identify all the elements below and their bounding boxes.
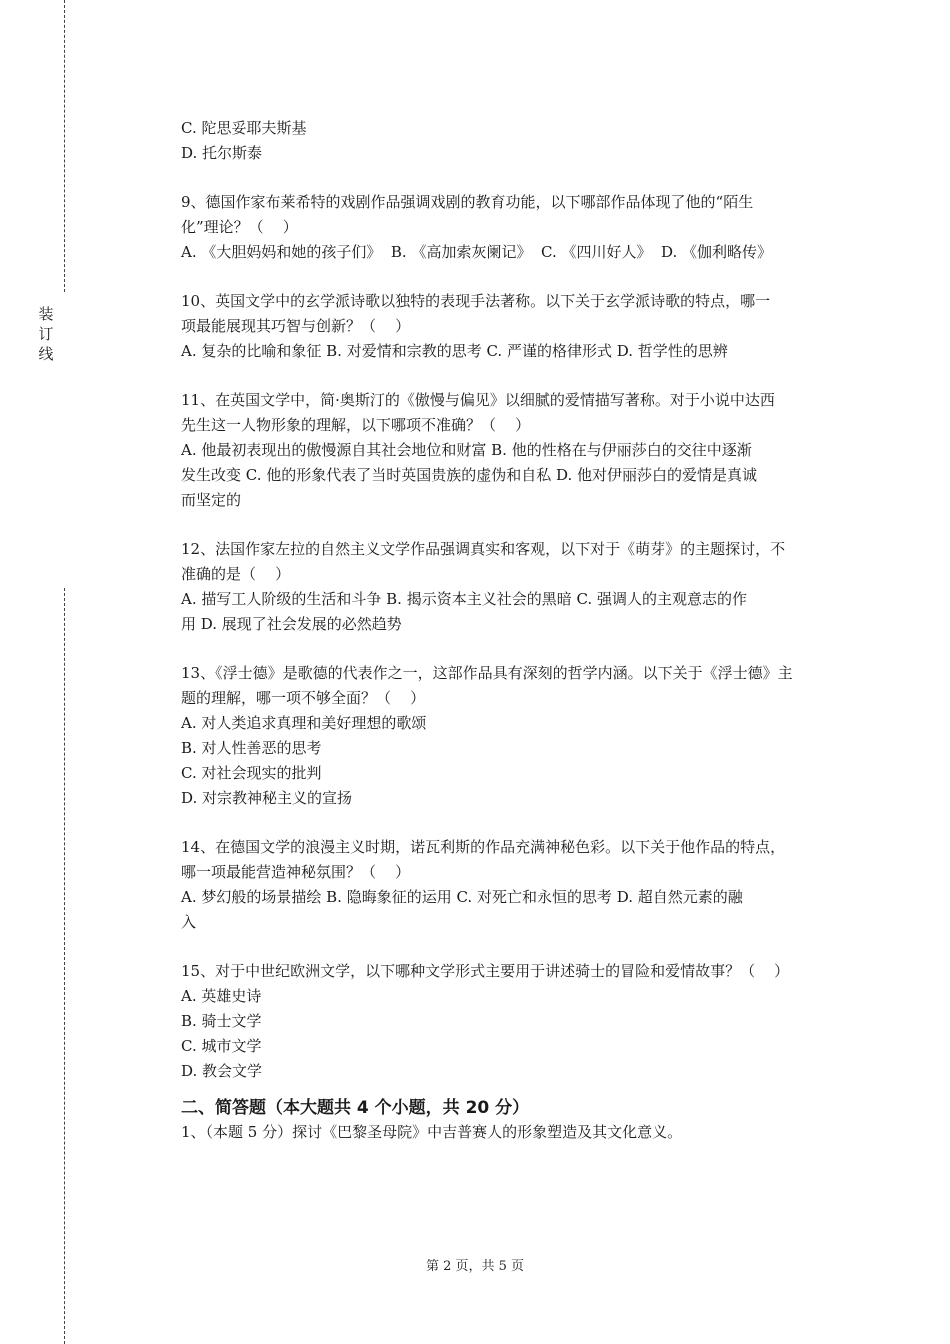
question-options-line: A. 《大胆妈妈和她的孩子们》 B. 《高加索灰阑记》 C. 《四川好人》 D. 《伽利略传》 xyxy=(181,243,773,261)
question-11 xyxy=(181,388,841,513)
question-options-line: 发生改变 C. 他的形象代表了当时英国贵族的虚伪和自私 D. 他对伊丽莎白的爱情是真诚 xyxy=(181,466,758,484)
binding-label-char: 订 xyxy=(38,325,54,343)
option-c: C. 陀思妥耶夫斯基 xyxy=(181,119,307,137)
option-a: A. 英雄史诗 xyxy=(181,987,262,1005)
binding-dashed-line-top xyxy=(64,0,65,292)
option-b: B. 对人性善恶的思考 xyxy=(181,739,322,757)
option-d: D. 托尔斯泰 xyxy=(181,144,263,162)
question-13 xyxy=(181,661,841,811)
question-stem-line: 项最能展现其巧智与创新？（ ） xyxy=(181,317,411,335)
question-12 xyxy=(181,537,841,637)
short-answer-question-1: 1、（本题 5 分）探讨《巴黎圣母院》中吉普赛人的形象塑造及其文化意义。 xyxy=(181,1123,683,1141)
question-options-line: 而坚定的 xyxy=(181,491,242,509)
question-options-line: A. 描写工人阶级的生活和斗争 B. 揭示资本主义社会的黑暗 C. 强调人的主观意志的作 xyxy=(181,590,747,608)
question-8-tail xyxy=(181,116,841,166)
question-stem-line: 准确的是（ ） xyxy=(181,565,291,583)
question-10 xyxy=(181,289,841,364)
question-stem-line: 化”理论？（ ） xyxy=(181,218,298,236)
question-stem-line: 12、法国作家左拉的自然主义文学作品强调真实和客观，以下对于《萌芽》的主题探讨，不 xyxy=(181,540,786,558)
question-options-line: 用 D. 展现了社会发展的必然趋势 xyxy=(181,615,402,633)
question-options-line: A. 他最初表现出的傲慢源自其社会地位和财富 B. 他的性格在与伊丽莎白的交往中逐渐 xyxy=(181,441,752,459)
question-stem-line: 14、在德国文学的浪漫主义时期，诺瓦利斯的作品充满神秘色彩。以下关于他作品的特点， xyxy=(181,838,786,856)
question-options-line: A. 梦幻般的场景描绘 B. 隐晦象征的运用 C. 对死亡和永恒的思考 D. 超自然元素的融 xyxy=(181,888,743,906)
binding-label-char: 装 xyxy=(38,305,54,323)
question-options-line: 入 xyxy=(181,913,197,931)
question-9 xyxy=(181,190,841,265)
page-number: 第 2 页，共 5 页 xyxy=(425,1259,525,1274)
exam-content xyxy=(181,116,841,1145)
option-b: B. 骑士文学 xyxy=(181,1012,262,1030)
question-14 xyxy=(181,835,841,935)
question-15 xyxy=(181,959,841,1084)
question-stem-line: 9、德国作家布莱希特的戏剧作品强调戏剧的教育功能，以下哪部作品体现了他的“陌生 xyxy=(181,193,754,211)
question-stem-line: 15、对于中世纪欧洲文学，以下哪种文学形式主要用于讲述骑士的冒险和爱情故事？（ ） xyxy=(181,962,790,980)
question-stem-line: 先生这一人物形象的理解，以下哪项不准确？（ ） xyxy=(181,416,531,434)
option-d: D. 对宗教神秘主义的宣扬 xyxy=(181,789,353,807)
question-stem-line: 哪一项最能营造神秘氛围？（ ） xyxy=(181,863,411,881)
binding-dashed-line-bottom xyxy=(64,588,65,1344)
option-c: C. 城市文学 xyxy=(181,1037,262,1055)
option-d: D. 教会文学 xyxy=(181,1062,263,1080)
question-stem-line: 11、在英国文学中，简·奥斯汀的《傲慢与偏见》以细腻的爱情描写著称。对于小说中达西 xyxy=(181,391,775,409)
option-a: A. 对人类追求真理和美好理想的歌颂 xyxy=(181,714,427,732)
question-stem-line: 题的理解，哪一项不够全面？（ ） xyxy=(181,689,426,707)
binding-label-char: 线 xyxy=(38,345,54,363)
question-options-line: A. 复杂的比喻和象征 B. 对爱情和宗教的思考 C. 严谨的格律形式 D. 哲学性的思辨 xyxy=(181,342,728,360)
question-stem-line: 13、《浮士德》是歌德的代表作之一，这部作品具有深刻的哲学内涵。以下关于《浮士德》主 xyxy=(181,664,793,682)
option-c: C. 对社会现实的批判 xyxy=(181,764,322,782)
section-heading: 二、简答题（本大题共 4 个小题，共 20 分） xyxy=(181,1098,530,1118)
binding-line-label xyxy=(36,304,56,364)
question-stem-line: 10、英国文学中的玄学派诗歌以独特的表现手法著称。以下关于玄学派诗歌的特点，哪一 xyxy=(181,292,771,310)
